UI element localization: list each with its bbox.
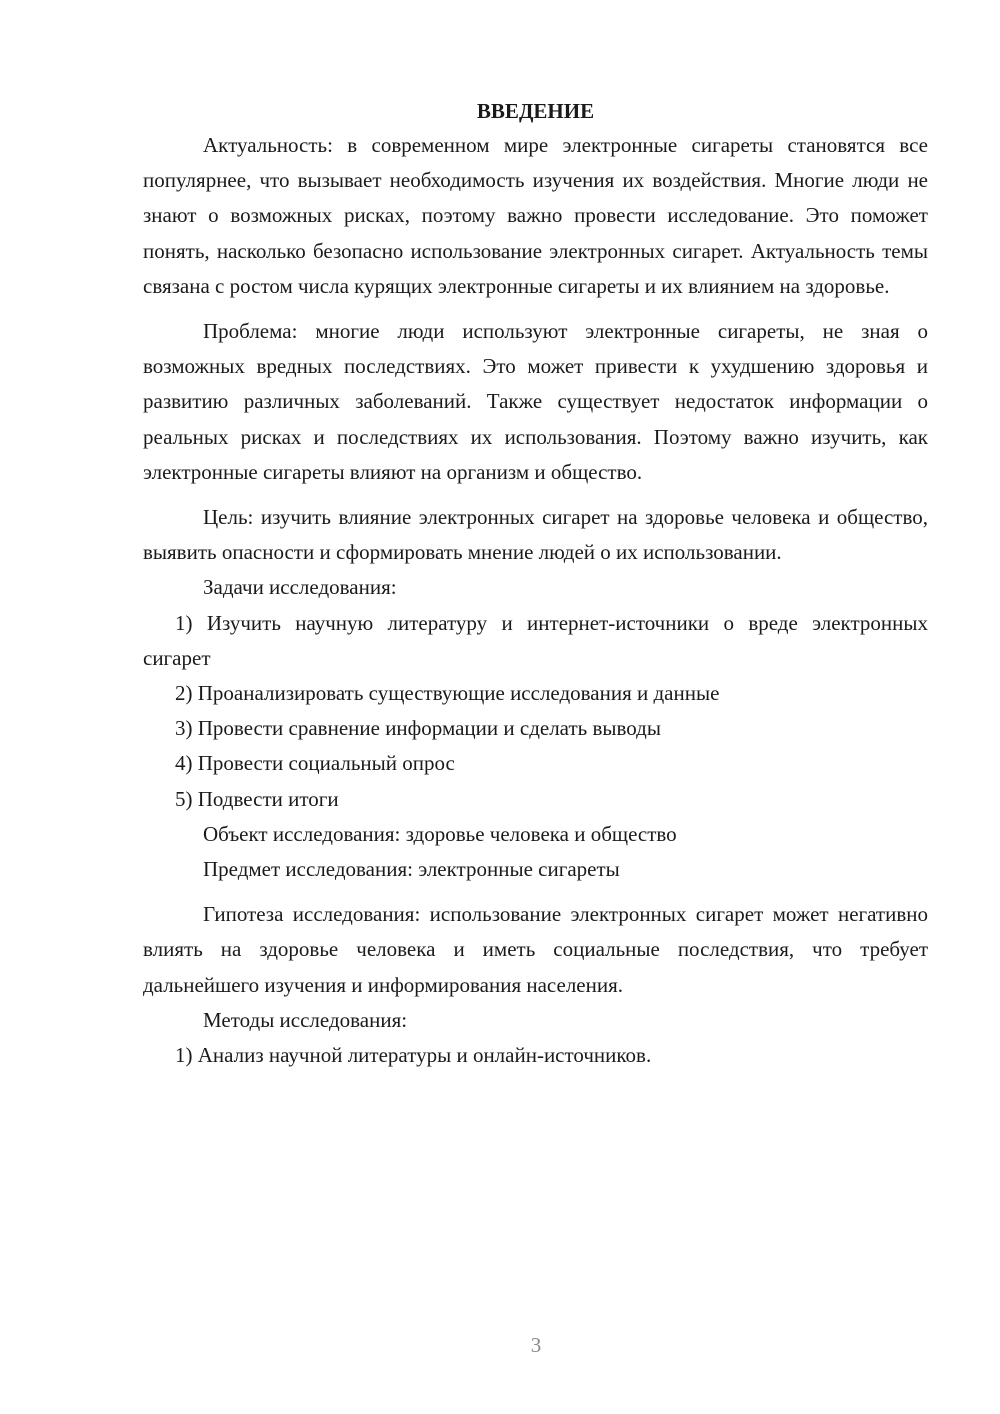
- task-item-5: 5) Подвести итоги: [175, 786, 339, 811]
- task-item-4: 4) Провести социальный опрос: [175, 751, 455, 776]
- problem-paragraph: Проблема: многие люди используют электронные сигареты, не зная о возможных вредных последствиях. Это может привести к ухудшению здоровья и развитию различных заболеваний. Также существует недостаток информации о реальных рисках и последствиях их использования. Поэтому важно изучить, как электронные сигареты влияют на организм и общество.: [143, 319, 928, 484]
- page-number: 3: [530, 1333, 542, 1357]
- object-line: Объект исследования: здоровье человека и общество: [203, 821, 677, 846]
- task-item-2: 2) Проанализировать существующие исследования и данные: [175, 681, 720, 706]
- goal-paragraph: Цель: изучить влияние электронных сигарет на здоровье человека и общество, выявить опасности и сформировать мнение людей о их использовании.: [143, 505, 928, 565]
- page-content: [143, 94, 928, 1073]
- subject-line: Предмет исследования: электронные сигареты: [203, 857, 620, 882]
- task-item-1: 1) Изучить научную литературу и интернет-источники о вреде электронных сигарет: [143, 610, 928, 670]
- hypothesis-paragraph: Гипотеза исследования: использование электронных сигарет может негативно влиять на здоровье человека и иметь социальные последствия, что требует дальнейшего изучения и информирования населения.: [143, 902, 928, 997]
- section-heading: ВВЕДЕНИЕ: [476, 99, 595, 123]
- relevance-paragraph: Актуальность: в современном мире электронные сигареты становятся все популярнее, что вызывает необходимость изучения их воздействия. Многие люди не знают о возможных рисках, поэтому важно провести исследование. Это поможет понять, насколько безопасно использование электронных сигарет. Актуальность темы связана с ростом числа курящих электронные сигареты и их влиянием на здоровье.: [143, 133, 928, 298]
- task-item-3: 3) Провести сравнение информации и сделать выводы: [175, 716, 661, 741]
- tasks-title: Задачи исследования:: [203, 575, 397, 600]
- methods-title: Методы исследования:: [203, 1007, 408, 1032]
- method-item-1: 1) Анализ научной литературы и онлайн-источников.: [175, 1043, 652, 1068]
